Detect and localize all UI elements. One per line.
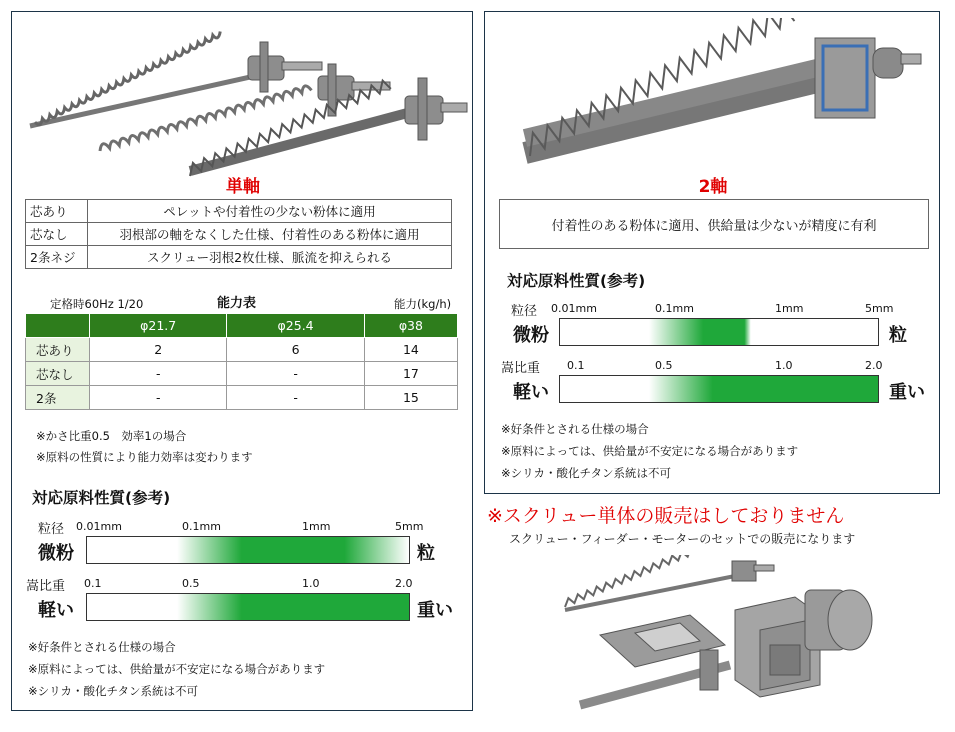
twin-screw-panel [484,11,940,494]
tick-label: 0.5 [182,577,200,590]
header-cell: φ21.7 [90,314,227,338]
tick-label: 2.0 [395,577,413,590]
table-row [26,223,452,246]
density-label: 嵩比重 [501,361,541,376]
materials-note: ※原料によっては、供給量が不安定になる場合があります [28,662,326,676]
materials-title: 対応原料性質(参考) [507,272,646,290]
materials-note: ※好条件とされる仕様の場合 [501,422,649,436]
row-label: 芯なし [26,362,90,386]
tick-label: 0.1mm [655,302,694,315]
single-screw-title: 単軸 [226,177,260,197]
heavy-label: 重い [889,382,925,403]
tick-label: 0.1 [567,359,585,372]
single-screw-image [20,26,470,181]
table-cell: 17 [364,362,457,386]
coarse-label: 粒 [889,325,907,346]
type-label: 2条ネジ [26,246,88,269]
light-label: 軽い [513,382,549,403]
table-row [26,362,458,386]
table-cell: 14 [364,338,457,362]
capacity-unit-caption: 能力(kg/h) [394,297,452,311]
tick-label: 0.01mm [551,302,597,315]
set-sale-note: スクリュー・フィーダー・モーターのセットでの販売になります [509,532,856,546]
tick-label: 1mm [302,520,331,533]
materials-title: 対応原料性質(参考) [32,489,171,507]
density-label: 嵩比重 [26,579,66,594]
particle-label: 粒径 [511,304,538,319]
capacity-note: ※かさ比重0.5 効率1の場合 [36,429,187,443]
twin-screw-desc: 付着性のある粉体に適用、供給量は少ないが精度に有利 [499,199,929,249]
materials-note: ※シリカ・酸化チタン系統は不可 [501,466,671,480]
screw-types-table [25,199,452,269]
tick-label: 5mm [395,520,424,533]
no-single-sale-warning: ※スクリュー単体の販売はしておりません [487,505,845,527]
table-row [26,246,452,269]
capacity-table [25,313,458,410]
materials-note: ※原料によっては、供給量が不安定になる場合があります [501,444,799,458]
capacity-note: ※原料の性質により能力効率は変わります [36,450,253,464]
table-cell: 2 [90,338,227,362]
particle-label: 粒径 [38,522,65,537]
type-label: 芯なし [26,223,88,246]
table-row [26,338,458,362]
type-desc: スクリュー羽根2枚仕様、脈流を抑えられる [88,246,452,269]
type-desc: 羽根部の軸をなくした仕様、付着性のある粉体に適用 [88,223,452,246]
particle-range-bar [86,536,410,564]
type-desc: ペレットや付着性の少ない粉体に適用 [88,200,452,223]
tick-label: 1.0 [302,577,320,590]
fine-label: 微粉 [38,543,74,564]
tick-label: 0.01mm [76,520,122,533]
density-range-bar [86,593,410,621]
materials-note: ※シリカ・酸化チタン系統は不可 [28,684,198,698]
tick-label: 1mm [775,302,804,315]
tick-label: 0.1mm [182,520,221,533]
header-cell: φ38 [364,314,457,338]
tick-label: 0.1 [84,577,102,590]
capacity-title: 能力表 [217,296,257,311]
tick-label: 1.0 [775,359,793,372]
table-cell: - [90,362,227,386]
row-label: 2条 [26,386,90,410]
light-label: 軽い [38,600,74,621]
row-label: 芯あり [26,338,90,362]
table-row [26,200,452,223]
materials-note: ※好条件とされる仕様の場合 [28,640,176,654]
particle-range-bar [559,318,879,346]
tick-label: 0.5 [655,359,673,372]
heavy-label: 重い [417,600,453,621]
table-cell: 15 [364,386,457,410]
type-label: 芯あり [26,200,88,223]
header-cell: φ25.4 [227,314,364,338]
table-cell: - [227,362,364,386]
capacity-rating-caption: 定格時60Hz 1/20 [50,297,144,311]
density-range-bar [559,375,879,403]
twin-screw-title: 2軸 [698,177,728,197]
table-header-row [26,314,458,338]
table-cell: - [90,386,227,410]
table-cell: - [227,386,364,410]
fine-label: 微粉 [513,325,549,346]
feeder-assembly-image [560,555,880,715]
single-screw-panel [11,11,473,711]
table-cell: 6 [227,338,364,362]
twin-screw-image [505,18,925,168]
table-row [26,386,458,410]
tick-label: 2.0 [865,359,883,372]
tick-label: 5mm [865,302,894,315]
coarse-label: 粒 [417,543,435,564]
